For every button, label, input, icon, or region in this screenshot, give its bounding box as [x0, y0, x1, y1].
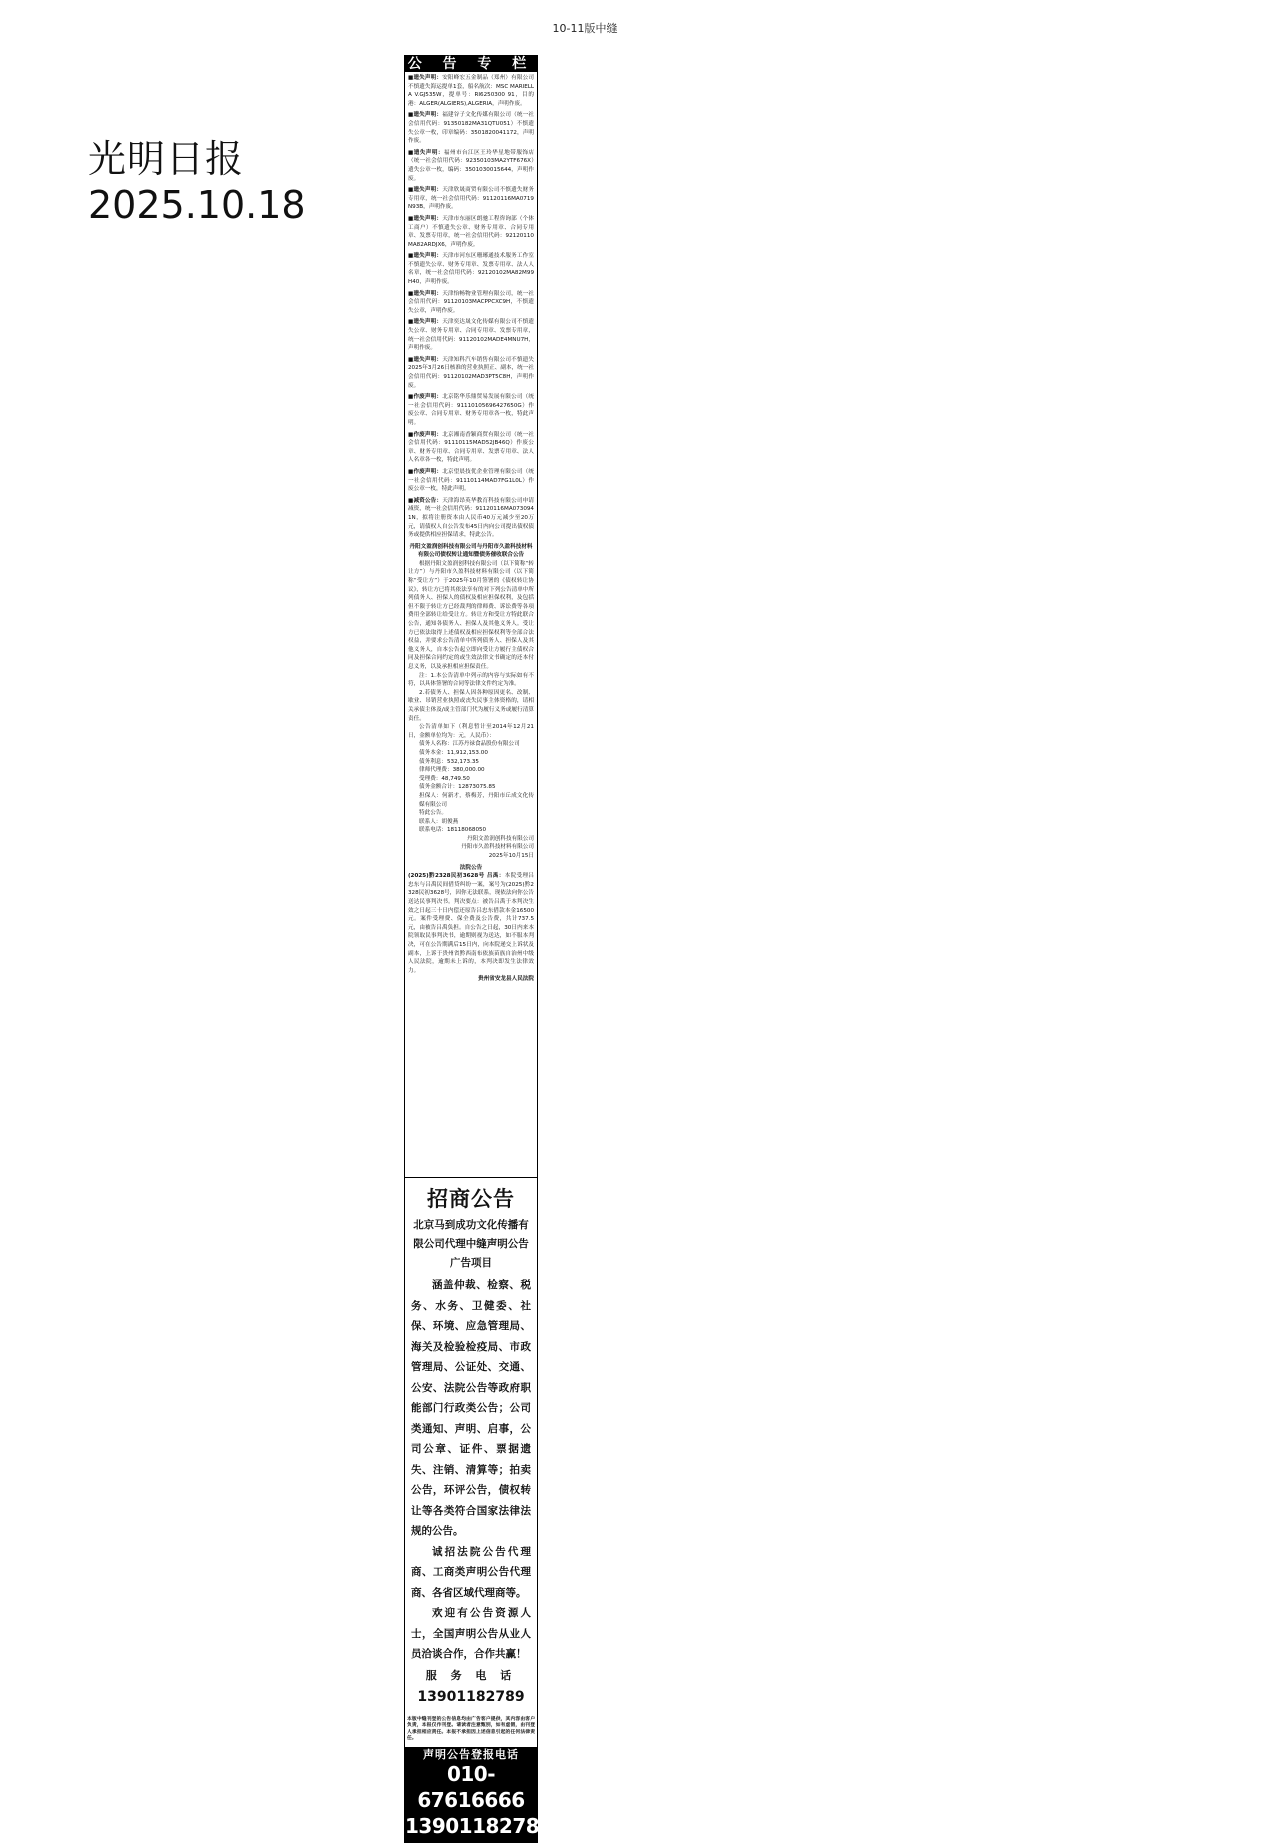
transfer-detail: 担保人：何新才，蔡梅芳，丹阳市丘成文化传媒有限公司: [419, 792, 534, 808]
notice-text: 天津市东丽区朗驰工程咨询部（个体工商户）不慎遗失公章、财务专用章、合同专用章、发票专用章，统一社会信用代码：92120110MA82ARDJX6，声明作废。: [408, 215, 534, 248]
notice-item: [408, 431, 534, 465]
notice-type: ■遗失声明：: [408, 290, 443, 297]
notice-item: [408, 290, 534, 316]
transfer-detail: 债务金额合计：12873075.85: [419, 784, 496, 791]
notice-item: [408, 215, 534, 249]
notice-text: 天津海昂英华教育科技有限公司申请减资，统一社会信用代码：91120116MA0730941N，拟将注册资本由人民币40万元减少至20万元，请债权人自公告发布45日内向公司提出债权债务或提供相应担保请求，特此公告。: [408, 497, 534, 539]
notice-text: 安阳峰宏五金制品（郑州）有限公司不慎遗失海运提单1套，船名航次：MSC MARIELLA V.GJ535W，提单号：RI6250300 91，目的港：ALGER(ALGIERS),ALGERIA，声明作废。: [408, 75, 534, 107]
disclaimer: 本版中缝刊登的公告信息均由广告客户提供，其内容由客户负责，本报仅作刊登。请读者注意甄别，如有虚假，由刊登人承担相应责任。本报不承担因上述信息引起的任何法律责任。: [405, 1710, 537, 1747]
announcement-column: [404, 55, 553, 1843]
transfer-paragraph: 2.若债务人、担保人因各种原因更名、改制、歇业、吊销营业执照或丧失民事主体资格的，请相关承债主体及/或主管部门代为履行义务或履行清算责任。: [408, 689, 534, 722]
notice-text: 天津市河东区珊琊通技术服务工作室不慎遗失公章、财务专用章、发票专用章、法人人名章，统一社会信用代码：92120102MA82M99H40，声明作废。: [408, 253, 534, 286]
court-notice: [408, 864, 534, 984]
newspaper-name: 光明日报: [88, 137, 245, 181]
recruit-subtitle: 限公司代理中缝声明公告: [413, 1238, 529, 1250]
notice-type: ■作废声明：: [408, 394, 443, 401]
short-notices: [408, 74, 534, 540]
transfer-contact-phone: 联系电话：18118068050: [419, 827, 487, 834]
notice-text: 北京铭华乐鼎贸易发展有限公司（统一社会信用代码：91110105696427650G）作废公章、合同专用章、财务专用章各一枚，特此声明。: [408, 394, 534, 426]
court-notice-title: 法院公告: [459, 864, 483, 871]
transfer-detail: 受理费：48,749.50: [419, 775, 470, 782]
notice-text: 福州市台江区王玲华星地带服饰店（统一社会信用代码：92350103MA2YTF676X）遗失公章一枚，编码：3501030015644，声明作废。: [408, 149, 534, 182]
notice-type: ■遗失声明：: [408, 75, 443, 81]
notice-item: [408, 318, 534, 352]
notice-text: 天津欣晟商贸有限公司不慎遗失财务专用章，统一社会信用代码：91120116MA0719N93B，声明作废。: [408, 187, 534, 211]
notice-item: [408, 497, 534, 540]
notice-type: ■作废声明：: [408, 468, 443, 475]
recruitment-ad: [405, 1177, 537, 1710]
transfer-notice-title: 丹阳文盈润创科技有限公司与丹阳市久盈科技材料有限公司债权转让通知暨债务催收联合公告: [409, 543, 533, 559]
court-notice-body: [408, 872, 534, 975]
transfer-detail: 债务本金：11,912,153.00: [419, 749, 488, 756]
transfer-notice: [408, 543, 534, 861]
transfer-signer: 丹阳文盈润创科技有限公司: [466, 835, 534, 842]
notice-type: ■作废声明：: [408, 431, 443, 438]
transfer-closing: 特此公告。: [419, 810, 447, 817]
notice-item: [408, 186, 534, 212]
recruit-subtitle: 北京马到成功文化传播有: [413, 1219, 529, 1231]
notice-item: [408, 74, 534, 108]
recruit-subtitle: 广告项目: [450, 1257, 492, 1269]
notice-list: [405, 72, 537, 1177]
hotline-box: [405, 1747, 553, 1842]
hotline-phone-landline: 010-67616666: [417, 1761, 525, 1812]
transfer-detail: 律师代理费：380,000.00: [419, 767, 485, 774]
notice-text: 北京望晨技优企业管理有限公司（统一社会信用代码：91110114MAD7FG1L0L）作废公章一枚，特此声明。: [408, 468, 534, 493]
court-case-number: (2025)黔2328民初3628号 吕禹：: [408, 873, 505, 880]
transfer-paragraph: 公告清单如下（利息暂计至2014年12月21日，金额单位均为：元，人民币）：: [408, 724, 534, 739]
service-phone-number: 13901182789: [417, 1688, 525, 1705]
hotline-label: 声明公告登报电话: [423, 1747, 519, 1761]
column-title: 公 告 专 栏: [405, 56, 537, 72]
notice-text: 天津奕达晟文化传媒有限公司不慎遗失公章、财务专用章、合同专用章、发票专用章，统一社会信用代码：91120102MADE4MNU7H，声明作废。: [408, 319, 534, 352]
notice-item: [408, 252, 534, 286]
transfer-signer: 丹阳市久盈科技材料有限公司: [461, 844, 534, 851]
notice-type: ■减资公告：: [408, 497, 443, 504]
recruit-paragraph: 诚招法院公告代理商、工商类声明公告代理商、各省区域代理商等。: [411, 1545, 531, 1599]
notice-text: 天津知科汽车销售有限公司不慎遗失2025年3月26日核准的营业执照正、副本，统一社会信用代码：91120102MAD3PT5C8H，声明作废。: [408, 356, 534, 389]
masthead: [88, 136, 306, 228]
recruit-paragraph: 涵盖仲裁、检察、税务、水务、卫健委、社保、环境、应急管理局、海关及检验检疫局、市政管理局、公证处、交通、公安、法院公告等政府职能部门行政类公告；公司类通知、声明、启事，公司公章、证件、票据遗失、注销、清算等；拍卖公告，环评公告，债权转让等各类符合国家法律法规的公告。: [411, 1279, 531, 1537]
court-notice-text: 本院受理吕忠东与吕禹民间借贷纠纷一案，案号为(2025)黔2328民初3628号，因你无法联系，现依法向你公告送达民事判决书。判决要点：被告吕禹于本判决生效之日起三十日内偿还原告吕忠东借款本金16500元。案件受理费、保全费及公告费，共计737.5元，由被告吕禹负担。自公告之日起，30日内来本院领取民事判决书，逾期则视为送达，如不服本判决，可在公告期满后15日内，向本院递交上诉状及副本，上诉于贵州省黔西南布依族苗族自治州中级人民法院，逾期未上诉的，本判决即发生法律效力。: [408, 873, 534, 974]
notice-type: ■遗失声明：: [408, 253, 443, 260]
page-label: 10-11版中缝: [552, 22, 618, 35]
notice-type: ■遗失声明：: [408, 112, 443, 119]
recruit-paragraph: 欢迎有公告资源人士，全国声明公告从业人员洽谈合作，合作共赢！: [411, 1607, 531, 1660]
recruit-title: 招商公告: [427, 1187, 515, 1211]
transfer-detail: 债务人名称：江苏丹禄食品股份有限公司: [419, 741, 520, 748]
recruit-body: [411, 1275, 531, 1665]
notice-item: [408, 111, 534, 145]
notice-type: ■遗失声明：: [408, 215, 443, 222]
notice-type: ■遗失声明：: [408, 149, 444, 156]
notice-item: [408, 468, 534, 494]
notice-type: ■遗失声明：: [408, 319, 443, 326]
notice-text: 天津怡畅物业管理有限公司，统一社会信用代码：91120103MACPPCXC9H，不慎遗失公章，声明作废。: [408, 290, 534, 314]
hotline-phone-mobile: 13901182789: [405, 1813, 553, 1838]
notice-item: [408, 356, 534, 390]
transfer-paragraph: 根据丹阳文盈润创科技有限公司（以下简称“转让方”）与丹阳市久盈科技材料有限公司（以下简称“受让方”）于2025年10月签署的《债权转让协议》，转让方已将其依法享有的对下列公告清单中所列债务人、担保人的债权及相应担保权利，及包括但不限于转让方已经裁判的律师费、诉讼费等各项费用全部转让给受让方。转让方和受让方特此联合公告，通知各债务人、担保人及其他义务人。受让方已依法取得上述债权及相应担保权利等全部合法权益，并要求公告清单中所列债务人、担保人及其他义务人，自本公告起立即向受让方履行主债权合同及担保合同约定的或生效法律文书确定的还本付息义务，以及承担相应担保责任。: [408, 560, 534, 670]
transfer-contact-person: 联系人：胡俊燕: [419, 818, 459, 825]
service-phone-label: 服 务 电 话: [425, 1668, 517, 1682]
transfer-detail: 债务利息：532,173.35: [419, 758, 479, 765]
notice-type: ■遗失声明：: [408, 187, 443, 194]
court-signer: 贵州省安龙县人民法院: [478, 976, 534, 983]
issue-date: 2025.10.18: [88, 183, 306, 227]
notice-text: 福建谷子文化传媒有限公司（统一社会信用代码：91350182MA31QTU051）不慎遗失公章一枚，印章编码：3501820041172，声明作废。: [408, 112, 534, 145]
notice-type: ■遗失声明：: [408, 356, 443, 363]
transfer-paragraph: 注：1.本公告清单中列示的内容与实际如有不符，以具体签署的合同等法律文件约定为准。: [408, 672, 534, 688]
notice-item: [408, 149, 534, 183]
transfer-date: 2025年10月15日: [488, 853, 534, 860]
notice-item: [408, 393, 534, 427]
notice-text: 北京湘南香颖商贸有限公司（统一社会信用代码：91110115MAD52JB46Q）作废公章、财务专用章、合同专用章、发票专用章、法人人名章各一枚，特此声明。: [408, 431, 534, 464]
